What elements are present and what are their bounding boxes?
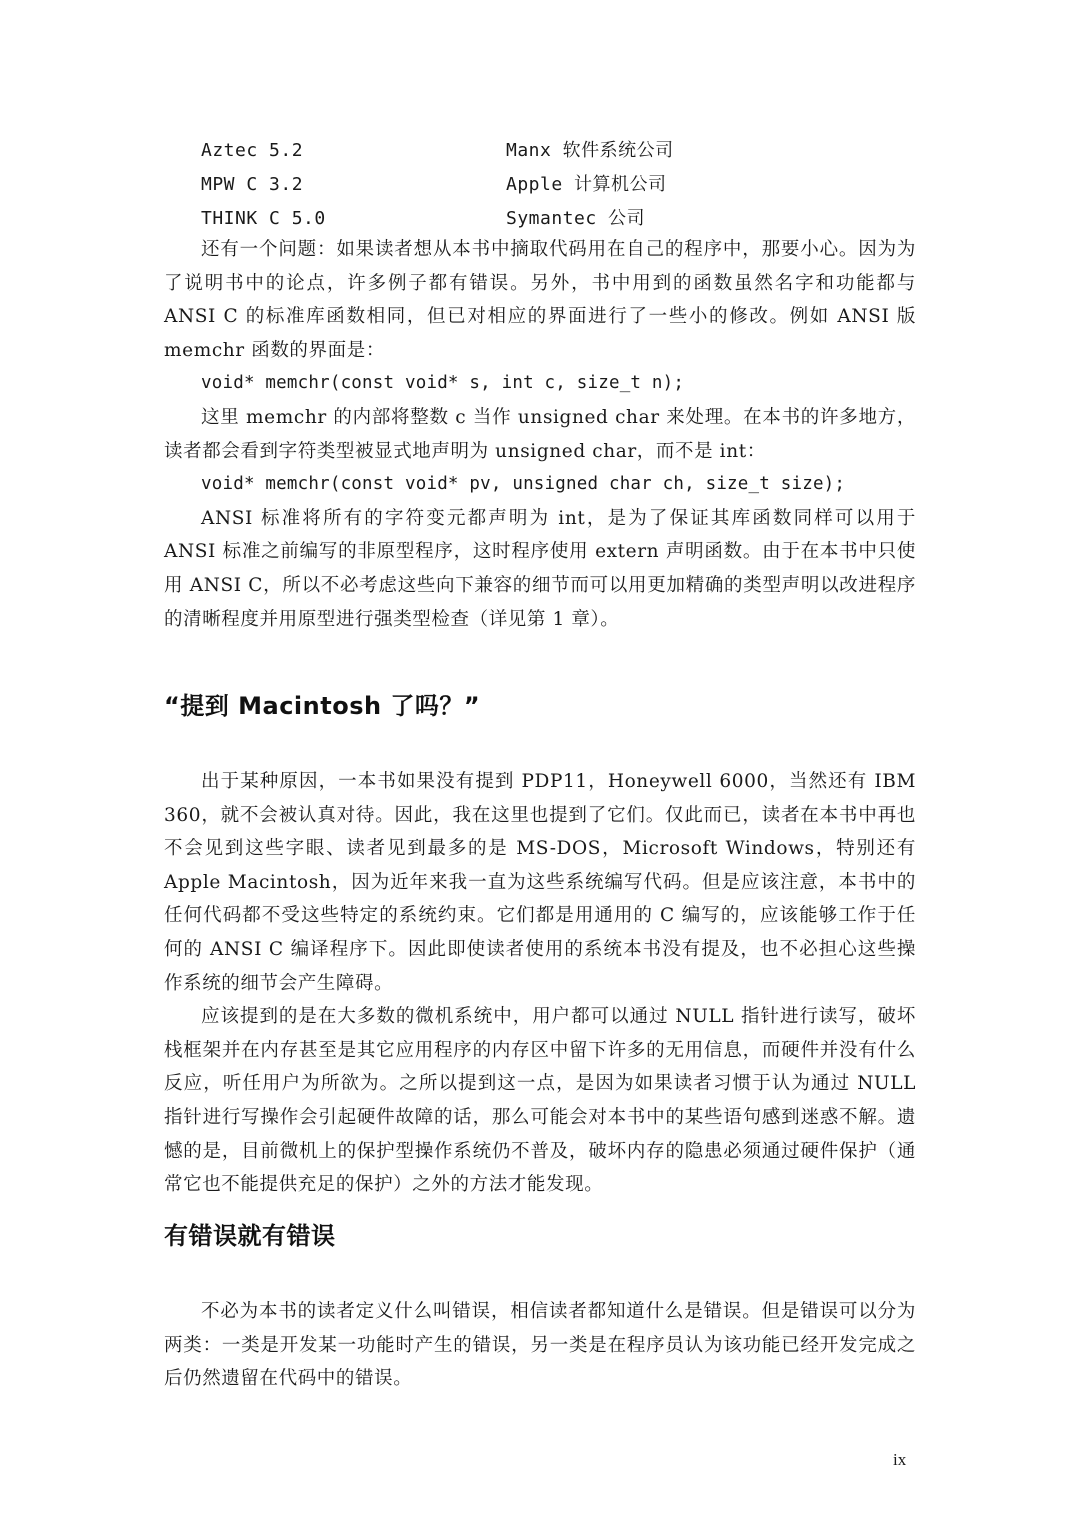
section-intro-text xyxy=(164,233,916,636)
section-errors-text xyxy=(164,1295,916,1396)
compiler-row xyxy=(201,168,921,202)
paragraph: ANSI 标准将所有的字符变元都声明为 int，是为了保证其库函数同样可以用于 ANSI 标准之前编写的非原型程序，这时程序使用 extern 声明函数。由于在本书中只使用 ANSI C，所以不必考虑这些向下兼容的细节而可以用更加精确的类型声明以改进程序的清晰程度并用原型进行强类型检查（详见第 1 章）。 xyxy=(164,507,916,630)
compiler-vendor: Manx 软件系统公司 xyxy=(506,140,674,161)
compiler-vendor: Apple 计算机公司 xyxy=(506,174,667,195)
code-line: void* memchr(const void* pv, unsigned char ch, size_t size); xyxy=(201,474,846,495)
section-heading-macintosh: “提到 Macintosh 了吗？” xyxy=(164,692,481,720)
paragraph: 这里 memchr 的内部将整数 c 当作 unsigned char 来处理。在本书的许多地方，读者都会看到字符类型被显式地声明为 unsigned char，而不是 int： xyxy=(164,406,916,462)
compiler-row xyxy=(201,134,921,168)
compiler-name: THINK C 5.0 xyxy=(201,208,326,229)
page-number: ix xyxy=(893,1450,907,1469)
paragraph: 出于某种原因，一本书如果没有提到 PDP11，Honeywell 6000，当然还有 IBM 360，就不会被认真对待。因此，我在这里也提到了它们。仅此而已，读者在本书中再也不会见到这些字眼、读者见到最多的是 MS-DOS，Microsoft Windows，特别还有 Apple Macintosh，因为近年来我一直为这些系统编写代码。但是应该注意，本书中的任何代码都不受这些特定的系统约束。它们都是用通用的 C 编写的，应该能够工作于任何的 ANSI C 编译程序下。因此即使读者使用的系统本书没有提及，也不必担心这些操作系统的细节会产生障碍。 xyxy=(164,771,916,994)
paragraph: 还有一个问题：如果读者想从本书中摘取代码用在自己的程序中，那要小心。因为为了说明书中的论点，许多例子都有错误。另外，书中用到的函数虽然名字和功能都与 ANSI C 的标准库函数相同，但已对相应的界面进行了一些小的修改。例如 ANSI 版 memchr 函数的界面是： xyxy=(164,239,916,361)
paragraph: 应该提到的是在大多数的微机系统中，用户都可以通过 NULL 指针进行读写，破坏栈框架并在内存甚至是其它应用程序的内存区中留下许多的无用信息，而硬件并没有什么反应，听任用户为所欲为。之所以提到这一点，是因为如果读者习惯于认为通过 NULL 指针进行写操作会引起硬件故障的话，那么可能会对本书中的某些语句感到迷惑不解。遗憾的是，目前微机上的保护型操作系统仍不普及，破坏内存的隐患必须通过硬件保护（通常它也不能提供充足的保护）之外的方法才能发现。 xyxy=(164,1006,916,1196)
compiler-row xyxy=(201,202,921,236)
paragraph: 不必为本书的读者定义什么叫错误，相信读者都知道什么是错误。但是错误可以分为两类：一类是开发某一功能时产生的错误，另一类是在程序员认为该功能已经开发完成之后仍然遗留在代码中的错误。 xyxy=(164,1301,916,1390)
code-line: void* memchr(const void* s, int c, size_t n); xyxy=(201,373,685,394)
compiler-table xyxy=(201,134,921,236)
compiler-name: MPW C 3.2 xyxy=(201,174,304,195)
compiler-vendor: Symantec 公司 xyxy=(506,208,646,229)
section-heading-errors: 有错误就有错误 xyxy=(164,1222,336,1250)
section-macintosh-text xyxy=(164,765,916,1202)
compiler-name: Aztec 5.2 xyxy=(201,140,304,161)
